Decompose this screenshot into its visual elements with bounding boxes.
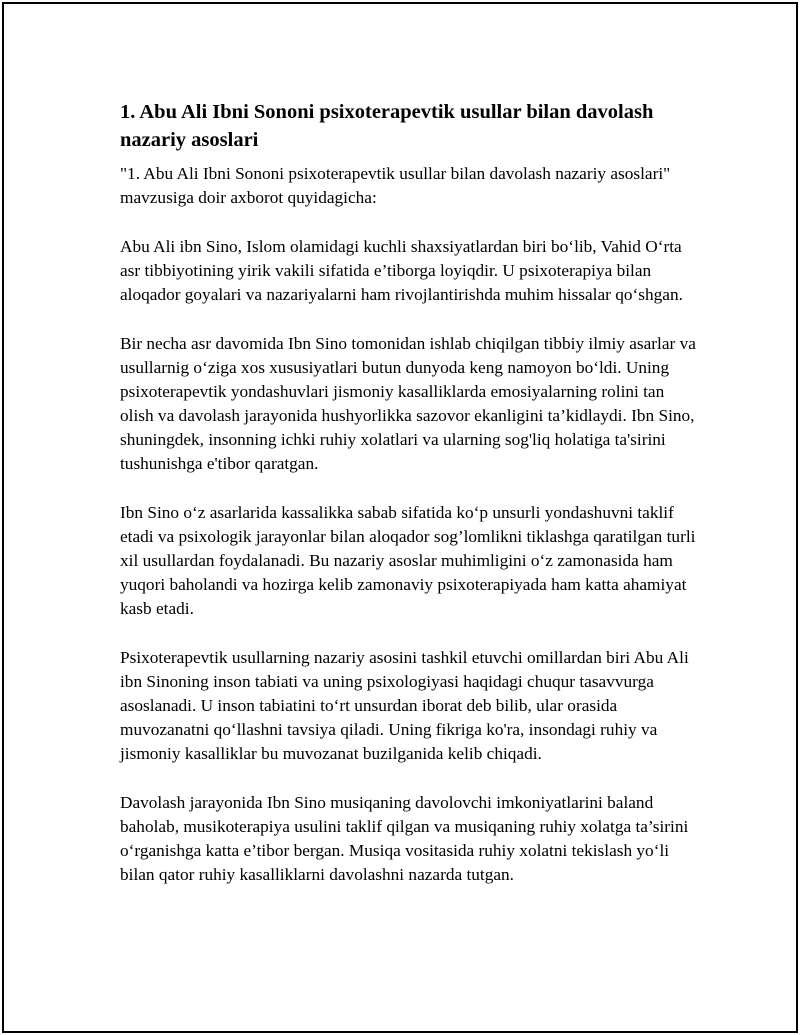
paragraph-1: Abu Ali ibn Sino, Islom olamidagi kuchli shaxsiyatlardan biri bo‘lib, Vahid O‘rta asr tibbiyotining yirik vakili sifatida e’tiborga loyiqdir. U psixoterapiya bilan aloqador goyalari va nazariyalarni ham rivojlantirishda muhim hissalar qo‘shgan. xyxy=(120,237,683,304)
paragraph-4: Psixoterapevtik usullarning nazariy asosini tashkil etuvchi omillardan biri Abu Ali ibn Sinoning inson tabiati va uning psixologiyasi haqidagi chuqur tasavvurga asoslanadi. U inson tabiatini to‘rt unsurdan iborat deb bilib, ular orasida muvozanatni qo‘llashni tavsiya qiladi. Uning fikriga ko'ra, insondagi ruhiy va jismoniy kasalliklar bu muvozanat buzilganida kelib chiqadi. xyxy=(120,648,689,763)
paragraph-3: Ibn Sino o‘z asarlarida kassalikka sabab sifatida ko‘p unsurli yondashuvni taklif etadi va psixologik jarayonlar bilan aloqador sog’lomlikni tiklashga qaratilgan turli xil usullardan foydalanadi. Bu nazariy asoslar muhimligini o‘z zamonasida ham yuqori baholandi va hozirga kelib zamonaviy psixoterapiyada ham katta ahamiyat kasb etadi. xyxy=(120,503,696,618)
paragraph-5: Davolash jarayonida Ibn Sino musiqaning davolovchi imkoniyatlarini baland baholab, musikoterapiya usulini taklif qilgan va musiqaning ruhiy xolatga ta’sirini o‘rganishga katta e’tibor bergan. Musiqa vositasida ruhiy xolatni tekislash yo‘li bilan qator ruhiy kasalliklarni davolashni nazarda tutgan. xyxy=(120,793,689,884)
page-frame xyxy=(2,2,798,1033)
document-body xyxy=(120,98,700,912)
document-title: 1. Abu Ali Ibni Sononi psixoterapevtik usullar bilan davolash nazariy asoslari xyxy=(120,101,654,151)
paragraph-intro: "1. Abu Ali Ibni Sononi psixoterapevtik usullar bilan davolash nazariy asoslari" mavzusiga doir axborot quyidagicha: xyxy=(120,164,671,207)
paragraph-2: Bir necha asr davomida Ibn Sino tomonidan ishlab chiqilgan tibbiy ilmiy asarlar va usullarnig o‘ziga xos xususiyatlari butun dunyoda keng namoyon bo‘ldi. Uning psixoterapevtik yondashuvlari jismoniy kasalliklarda emosiyalarning rolini tan olish va davolash jarayonida hushyorlikka sazovor ekanligini ta’kidlaydi. Ibn Sino, shuningdek, insonning ichki ruhiy xolatlari va ularning sog'liq holatiga ta'sirini tushunishga e'tibor qaratgan. xyxy=(120,334,696,473)
